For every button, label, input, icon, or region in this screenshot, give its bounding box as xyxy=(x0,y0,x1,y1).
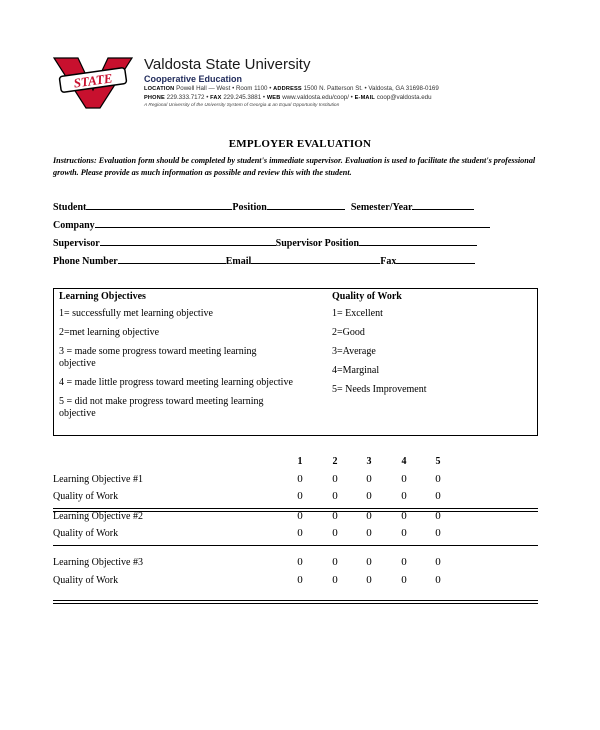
divider xyxy=(53,603,538,604)
divider xyxy=(53,600,538,601)
rating-row-label: Quality of Work xyxy=(53,528,119,539)
location-label: LOCATION xyxy=(144,86,175,92)
vsu-logo xyxy=(52,56,134,110)
email-input[interactable] xyxy=(251,254,380,264)
field-row-supervisor xyxy=(53,236,477,249)
web-value[interactable]: www.valdosta.edu/coop/ • xyxy=(282,94,353,101)
legend-item: 3 = made some progress toward meeting learning objective xyxy=(59,346,257,369)
email-value[interactable]: coop@valdosta.edu xyxy=(376,94,432,101)
rating-option[interactable]: 0 xyxy=(401,527,407,539)
rating-option[interactable]: 0 xyxy=(401,574,407,586)
legend-item: 4=Marginal xyxy=(332,365,380,376)
rating-option[interactable]: 0 xyxy=(332,490,338,502)
phone-number-label: Phone Number xyxy=(53,256,118,267)
web-label: WEB xyxy=(266,95,281,101)
legend-item: 1= Excellent xyxy=(332,308,383,319)
rating-column-header: 4 xyxy=(401,456,407,467)
rating-option[interactable]: 0 xyxy=(366,490,372,502)
rating-column-header: 1 xyxy=(297,456,303,467)
rating-option[interactable]: 0 xyxy=(401,490,407,502)
contact-line-2 xyxy=(144,94,432,101)
phone-label: PHONE xyxy=(144,95,165,101)
supervisor-input[interactable] xyxy=(100,236,276,246)
semester-year-label: Semester/Year xyxy=(350,202,413,213)
legend-item: 2=met learning objective xyxy=(59,327,160,338)
rating-option[interactable]: 0 xyxy=(366,556,372,568)
legend-item: 5 = did not make progress toward meeting learning objective xyxy=(59,396,264,419)
rating-row-label: Quality of Work xyxy=(53,575,119,586)
rating-option[interactable]: 0 xyxy=(435,490,441,502)
rating-option[interactable]: 0 xyxy=(366,527,372,539)
email-label: E-MAIL xyxy=(354,95,376,101)
university-name: Valdosta State University xyxy=(144,56,311,73)
rating-option[interactable]: 0 xyxy=(401,473,407,485)
rating-option[interactable]: 0 xyxy=(297,527,303,539)
rating-option[interactable]: 0 xyxy=(401,510,407,522)
rating-column-header: 2 xyxy=(332,456,338,467)
field-row-company xyxy=(53,218,490,231)
email-field-label: Email xyxy=(225,256,252,267)
logo-text: STATE xyxy=(72,70,114,91)
rating-option[interactable]: 0 xyxy=(332,574,338,586)
rating-row-label: Learning Objective #2 xyxy=(53,511,143,522)
phone-number-input[interactable] xyxy=(118,254,226,264)
legend-item: 2=Good xyxy=(332,327,365,338)
rating-option[interactable]: 0 xyxy=(435,574,441,586)
rating-option[interactable]: 0 xyxy=(366,510,372,522)
instructions-text: Instructions: Evaluation form should be completed by student's immediate supervisor. Evaluation is used to facilitate the student's professional growth. Please provide as much information as possible and review this with the student. xyxy=(53,156,536,177)
document-title: EMPLOYER EVALUATION xyxy=(228,138,372,150)
position-label: Position xyxy=(232,202,267,213)
company-input[interactable] xyxy=(95,218,490,228)
field-row-phone xyxy=(53,254,475,267)
rating-option[interactable]: 0 xyxy=(297,510,303,522)
rating-option[interactable]: 0 xyxy=(332,527,338,539)
rating-row-label: Learning Objective #1 xyxy=(53,474,143,485)
learning-objectives-heading: Learning Objectives xyxy=(59,291,146,302)
divider xyxy=(53,511,538,512)
rating-row-label: Learning Objective #3 xyxy=(53,557,143,568)
supervisor-position-label: Supervisor Position xyxy=(275,238,360,249)
rating-option[interactable]: 0 xyxy=(435,473,441,485)
rating-option[interactable]: 0 xyxy=(366,473,372,485)
learning-objectives-legend xyxy=(59,289,294,427)
position-input[interactable] xyxy=(267,200,345,210)
rating-option[interactable]: 0 xyxy=(297,574,303,586)
divider xyxy=(53,508,538,509)
fax-field-label: Fax xyxy=(380,256,397,267)
phone-value: 229.333.7172 • xyxy=(166,94,209,101)
supervisor-position-input[interactable] xyxy=(359,236,477,246)
rating-row-label: Quality of Work xyxy=(53,491,119,502)
rating-option[interactable]: 0 xyxy=(435,527,441,539)
quality-of-work-heading: Quality of Work xyxy=(332,291,402,302)
quality-of-work-legend xyxy=(332,289,522,403)
legend-item: 1= successfully met learning objective xyxy=(59,308,213,319)
regional-statement: A Regional University of the University System of Georgia & an Equal Opportunity Institution xyxy=(144,103,340,108)
company-label: Company xyxy=(53,220,95,231)
rating-column-header: 3 xyxy=(366,456,372,467)
contact-line-1 xyxy=(144,85,439,92)
rating-legend-box xyxy=(53,288,538,436)
student-input[interactable] xyxy=(86,200,232,210)
legend-item: 3=Average xyxy=(332,346,376,357)
location-value: Powell Hall — West • Room 1100 • xyxy=(176,85,272,92)
rating-option[interactable]: 0 xyxy=(297,490,303,502)
rating-option[interactable]: 0 xyxy=(297,473,303,485)
fax-value: 229.245.3881 • xyxy=(223,94,266,101)
rating-option[interactable]: 0 xyxy=(297,556,303,568)
divider xyxy=(53,545,538,546)
rating-option[interactable]: 0 xyxy=(332,510,338,522)
address-value: 1500 N. Patterson St. • Valdosta, GA 31698-0169 xyxy=(303,85,439,92)
rating-option[interactable]: 0 xyxy=(332,556,338,568)
rating-option[interactable]: 0 xyxy=(332,473,338,485)
legend-item: 5= Needs Improvement xyxy=(332,384,427,395)
fax-label: FAX xyxy=(210,95,222,101)
field-row-student xyxy=(53,200,474,213)
rating-option[interactable]: 0 xyxy=(435,510,441,522)
department-name: Cooperative Education xyxy=(144,74,243,84)
rating-column-header: 5 xyxy=(435,456,441,467)
rating-option[interactable]: 0 xyxy=(401,556,407,568)
supervisor-label: Supervisor xyxy=(53,238,100,249)
rating-option[interactable]: 0 xyxy=(435,556,441,568)
fax-input[interactable] xyxy=(396,254,475,264)
address-label: ADDRESS xyxy=(273,86,302,92)
rating-option[interactable]: 0 xyxy=(366,574,372,586)
semester-year-input[interactable] xyxy=(412,200,474,210)
student-label: Student xyxy=(53,202,87,213)
legend-item: 4 = made little progress toward meeting learning objective xyxy=(59,377,293,388)
